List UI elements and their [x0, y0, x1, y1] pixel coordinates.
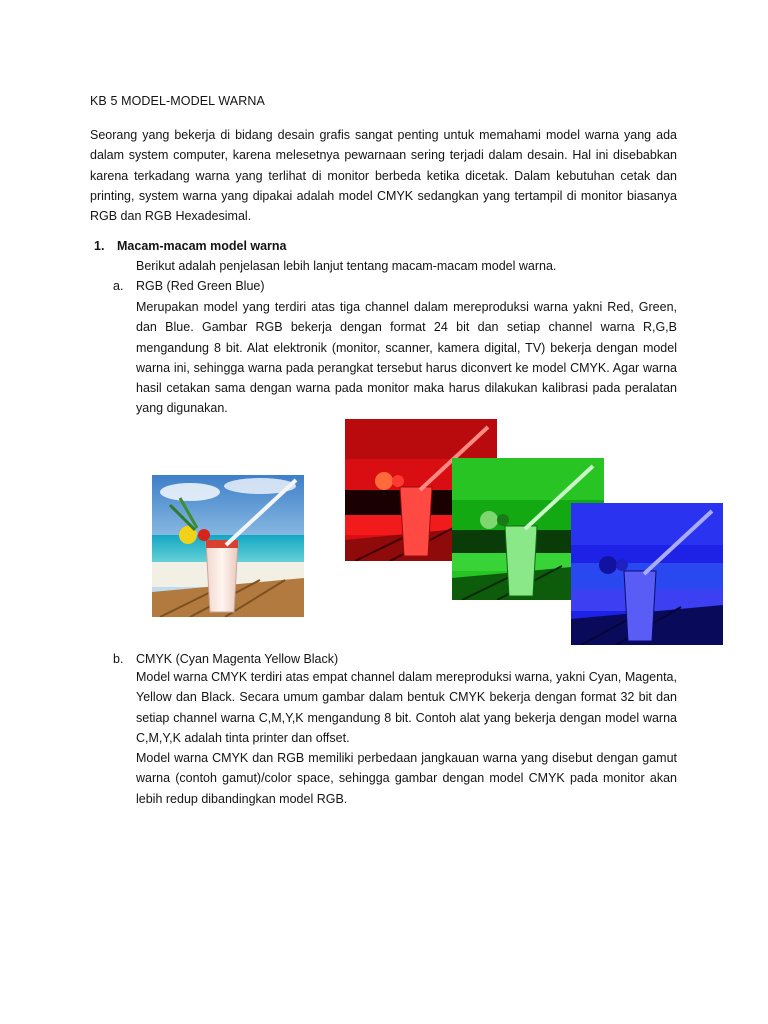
intro-paragraph: Seorang yang bekerja di bidang desain grafis sangat penting untuk memahami model warna yang ada dalam system computer, karena melesetnya pewarnaan sering terjadi dalam desain. Hal ini disebabkan karena terkadang warna yang terlihat di monitor berbeda ketika dicetak. Dalam kebutuhan cetak dan printing, system warna yang dipakai adalah model CMYK sedangkan yang tertampil di monitor biasanya RGB dan RGB Hexadesimal.	[90, 128, 677, 224]
subsection-letter: a.	[113, 279, 124, 293]
green-channel-photo	[452, 458, 604, 600]
red-channel-photo	[345, 419, 497, 561]
subsection-letter: b.	[113, 652, 124, 666]
subsection-title: CMYK (Cyan Magenta Yellow Black)	[136, 652, 339, 666]
blue-channel-photo	[571, 503, 723, 645]
section-heading-text: Macam-macam model warna	[117, 239, 287, 253]
rgb-description: Merupakan model yang terdiri atas tiga channel dalam mereproduksi warna yakni Red, Green, dan Blue. Gambar RGB bekerja dengan format 24 bit dan setiap channel warna R,G,B mengandung 8 bit. Alat elektronik (monitor, scanner, kamera digital, TV) bekerja dengan model warna ini, sehingga warna pada perangkat tersebut harus diconvert ke model CMYK. Agar warna hasil cetakan sama dengan warna pada monitor maka harus dilakukan kalibrasi pada peralatan yang digunakan.	[136, 300, 677, 416]
page-title: KB 5 MODEL-MODEL WARNA	[90, 94, 265, 108]
section-intro: Berikut adalah penjelasan lebih lanjut tentang macam-macam model warna.	[136, 259, 557, 273]
cocktail-photo	[152, 475, 304, 617]
section-number: 1.	[94, 239, 105, 253]
subsection-title: RGB (Red Green Blue)	[136, 279, 265, 293]
gamut-description: Model warna CMYK dan RGB memiliki perbedaan jangkauan warna yang disebut dengan gamut warna (contoh gamut)/color space, sehingga gambar dengan model CMYK pada monitor akan lebih redup dibandingkan model RGB.	[136, 751, 677, 806]
cmyk-description: Model warna CMYK terdiri atas empat channel dalam mereproduksi warna, yakni Cyan, Magenta, Yellow dan Black. Secara umum gambar dalam bentuk CMYK bekerja dengan format 32 bit dan setiap channel warna C,M,Y,K mengandung 8 bit. Contoh alat yang bekerja dengan model warna C,M,Y,K adalah tinta printer dan offset.	[136, 670, 677, 745]
